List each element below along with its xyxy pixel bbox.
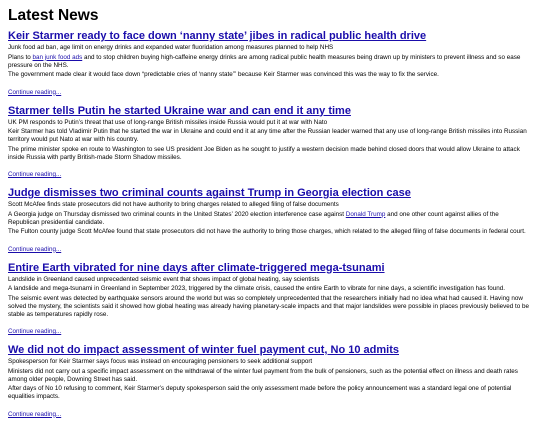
article-paragraph: Keir Starmer has told Vladimir Putin that he started the war in Ukraine and could end it at any time after the Russian leader warned that any use of long-range British missiles into Russian territory would put Nato at war with his country. <box>8 128 527 143</box>
article-paragraph <box>8 54 532 70</box>
inline-link[interactable]: ban junk food ads <box>32 53 83 61</box>
article-paragraph: The prime minister spoke en route to Washington to see US president Joe Biden as he sought to justify a western decision made behind closed doors that would allow Ukraine to attack inside Russia with partly British-made Storm Shadow missiles. <box>8 145 520 161</box>
article-paragraph: The government made clear it would face down “predictable cries of ‘nanny state’” because Keir Starmer was convinced this was the way to fix the service. <box>8 71 439 78</box>
article-paragraph <box>8 211 532 227</box>
article-summary: Junk food ad ban, age limit on energy drinks and expanded water fluoridation among measures planned to help NHS <box>8 44 334 51</box>
article-item <box>8 29 532 99</box>
paragraph-text: and to stop children buying high-caffeine energy drinks are among radical public health measures being drawn up by ministers to prevent illness and so ease pressure on the NHS. <box>8 53 521 69</box>
continue-reading-link[interactable]: Continue reading... <box>8 410 62 418</box>
article-summary: Scott McAfee finds state prosecutors did not have authority to bring charges related to alleged filing of false documents <box>8 201 339 208</box>
article-paragraph: After days of No 10 refusing to comment, Keir Starmer’s deputy spokesperson said the only assessment made before the policy announcement was a standard legal one of potential equalities impacts. <box>8 385 512 400</box>
article-headline-link[interactable]: Keir Starmer ready to face down ‘nanny state’ jibes in radical public health drive <box>8 30 427 42</box>
continue-reading-link[interactable]: Continue reading... <box>8 171 62 178</box>
article-item <box>8 186 532 256</box>
article-headline-link[interactable]: Judge dismisses two criminal counts against Trump in Georgia election case <box>8 187 411 199</box>
continue-reading-link[interactable]: Continue reading... <box>8 328 62 335</box>
continue-reading-link[interactable]: Continue reading... <box>8 245 62 253</box>
article-item <box>8 104 532 182</box>
article-headline-link[interactable]: Starmer tells Putin he started Ukraine war and can end it any time <box>8 104 351 117</box>
article-summary: Spokesperson for Keir Starmer says focus was instead on encouraging pensioners to seek additional support <box>8 358 313 365</box>
article-paragraph: Ministers did not carry out a specific impact assessment on the withdrawal of the winter fuel payment from the bulk of pensioners, such as the potential effect on illness and death rates among older people, Downing Street has said. <box>8 367 518 383</box>
article-paragraph: The seismic event was detected by earthquake sensors around the world but was so completely unprecedented that the researchers initially had no idea what had caused it. Having now solved the mystery, the scientists said it showed how global heating was already having planetary-scale impacts and that major landslides were possible in places previously believed to be stable as temperatures rapidly rose. <box>8 294 530 318</box>
paragraph-text: Plans to <box>8 53 33 61</box>
article-item <box>8 261 532 339</box>
article-summary: Landslide in Greenland caused unprecedented seismic event that shows impact of global heating, say scientists <box>8 275 320 283</box>
article-headline-link[interactable]: We did not do impact assessment of winter fuel payment cut, No 10 admits <box>8 344 399 356</box>
article-paragraph: A landslide and mega-tsunami in Greenland in September 2023, triggered by the climate crisis, caused the entire Earth to vibrate for nine days, a scientific investigation has found. <box>8 285 506 292</box>
article-headline-link[interactable]: Entire Earth vibrated for nine days after climate-triggered mega-tsunami <box>8 261 385 274</box>
continue-reading-link[interactable]: Continue reading... <box>8 88 62 96</box>
paragraph-text: and one other count against allies of the Republican presidential candidate. <box>8 210 499 226</box>
article-paragraph: The Fulton county judge Scott McAfee found that state prosecutors did not have the authority to bring those charges, which related to the alleged filing of false documents in federal court. <box>8 228 526 235</box>
article-summary: UK PM responds to Putin’s threat that use of long-range British missiles inside Russia would put it at war with Nato <box>8 118 328 126</box>
article-item <box>8 343 532 421</box>
paragraph-text: A Georgia judge on Thursday dismissed two criminal counts in the United States’ 2020 election interference case against <box>8 210 346 218</box>
page-title: Latest News <box>8 7 99 24</box>
inline-link[interactable]: Donald Trump <box>345 210 386 218</box>
